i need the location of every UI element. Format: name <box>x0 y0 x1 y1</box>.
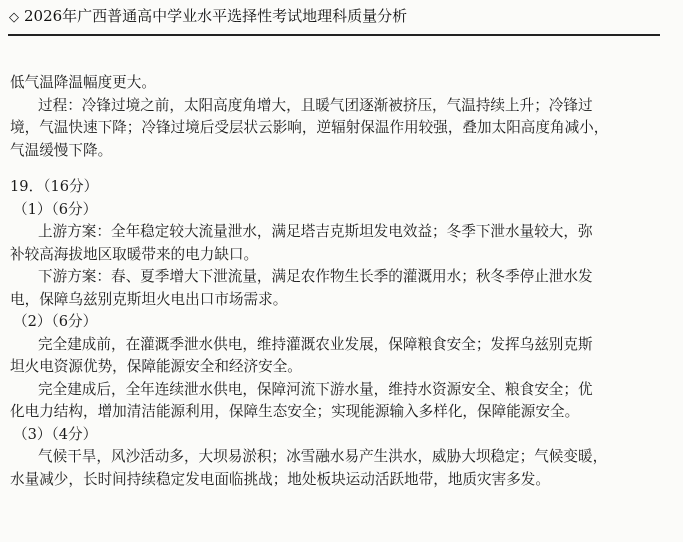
challenge-line: 气候干旱，风沙活动多，大坝易淤积；冰雪融水易产生洪水，威胁大坝稳定；气候变暖， <box>38 448 608 465</box>
upstream-line: 上游方案：全年稳定较大流量泄水，满足塔吉克斯坦发电效益；冬季下泄水量较大，弥 <box>38 223 593 240</box>
process-line: 过程：冷锋过境之前，太阳高度角增大，且暖气团逐渐被挤压，气温持续上升；冷锋过 <box>38 96 593 114</box>
downstream-line: 电，保障乌兹别克斯坦火电出口市场需求。 <box>10 290 288 308</box>
question-number: 19．（16分） <box>10 178 99 195</box>
upstream-line: 补较高海拔地区取暖带来的电力缺口。 <box>10 245 259 263</box>
challenge-line: 水量减少，长时间持续稳定发电面临挑战；地处板块运动活跃地带，地质灾害多发。 <box>10 470 550 488</box>
continued-line: 低气温降温幅度更大。 <box>10 74 156 91</box>
downstream-line: 下游方案：春、夏季增大下泄流量，满足农作物生长季的灌溉用水；秋冬季停止泄水发 <box>38 268 593 285</box>
part-label: （1）（6分） <box>13 200 98 218</box>
header-rule <box>8 34 660 36</box>
process-line: 境，气温快速下降；冷锋过境后受层状云影响，逆辐射保温作用较强，叠加太阳高度角减小， <box>10 119 609 136</box>
paragraph-gap <box>10 162 670 176</box>
part-label: （2）（6分） <box>13 313 98 330</box>
after-line: 化电力结构，增加清洁能源利用，保障生态安全；实现能源输入多样化，保障能源安全。 <box>10 403 580 420</box>
answer-content <box>10 72 670 491</box>
process-line: 气温缓慢下降。 <box>10 141 113 159</box>
page-header <box>8 6 407 28</box>
before-line: 坦火电资源优势，保障能源安全和经济安全。 <box>10 358 302 375</box>
header-title: 2026年广西普通高中学业水平选择性考试地理科质量分析 <box>24 7 408 25</box>
before-line: 完全建成前，在灌溉季泄水供电，维持灌溉农业发展，保障粮食安全；发挥乌兹别克斯 <box>38 335 593 353</box>
diamond-icon: ◇ <box>9 10 19 25</box>
after-line: 完全建成后，全年连续泄水供电，保障河流下游水量，维持水资源安全、粮食安全；优 <box>38 380 593 398</box>
part-label: （3）（4分） <box>13 425 98 443</box>
